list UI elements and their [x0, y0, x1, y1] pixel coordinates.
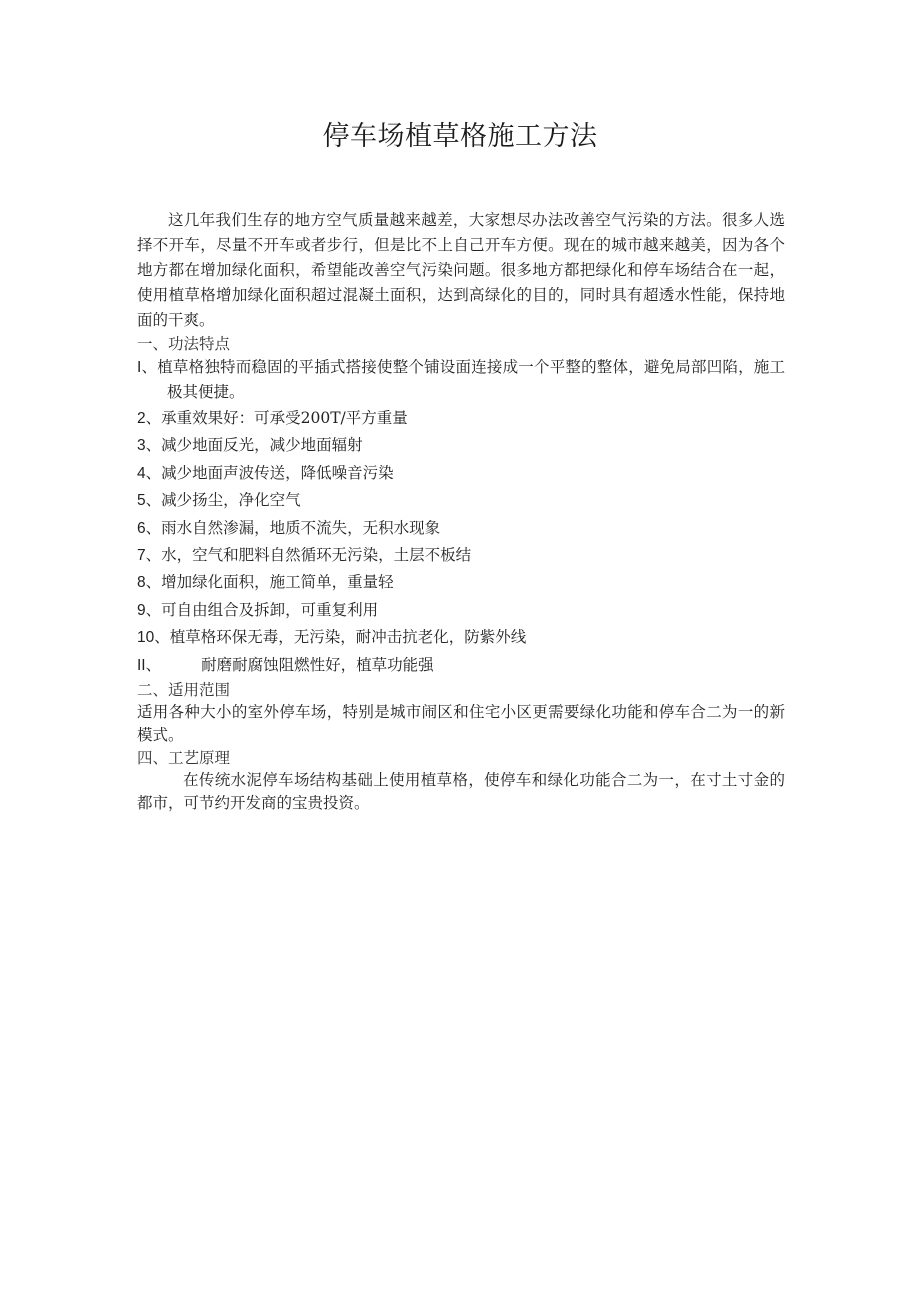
- list-item: [137, 355, 785, 405]
- list-item: [137, 487, 785, 514]
- scope-paragraph: 适用各种大小的室外停车场，特别是城市闹区和住宅小区更需要绿化功能和停车合二为一的新模式。: [137, 703, 785, 745]
- list-item: [137, 405, 785, 432]
- principle-paragraph: 在传统水泥停车场结构基础上使用植草格，使停车和绿化功能合二为一，在寸土寸金的都市，可节约开发商的宝贵投资。: [137, 771, 785, 813]
- list-item-text: 水，空气和肥料自然循环无污染，土层不板结: [161, 546, 472, 565]
- list-item-number: 10、: [137, 629, 170, 647]
- document-title: 停车场植草格施工方法: [322, 121, 598, 152]
- list-item-text: 可自由组合及拆卸，可重复利用: [161, 600, 379, 619]
- list-item-number: 7、: [137, 547, 162, 565]
- list-item-number: 8、: [137, 574, 162, 592]
- list-item-number: 5、: [137, 492, 162, 510]
- section-heading-scope: 二、适用范围: [137, 681, 231, 700]
- list-item-number: 4、: [137, 464, 162, 482]
- list-item: [137, 542, 785, 569]
- list-item: [137, 460, 785, 487]
- section-heading-principle: 四、工艺原理: [137, 749, 231, 768]
- list-item: [137, 569, 785, 596]
- list-item-text: 雨水自然渗漏，地质不流失，无积水现象: [161, 518, 441, 537]
- list-item: [137, 652, 785, 679]
- list-item-number: II、: [137, 656, 162, 674]
- list-item-text: 减少扬尘，净化空气: [161, 491, 301, 510]
- list-item-text: 减少地面反光，减少地面辐射: [161, 436, 363, 455]
- list-item-text: 减少地面声波传送，降低噪音污染: [161, 463, 394, 482]
- list-item-number: I、: [137, 359, 158, 376]
- list-item: [137, 597, 785, 624]
- list-item-text: 植草格独特而稳固的平插式搭接使整个铺设面连接成一个平整的整体，避免局部凹陷，施工极其便捷。: [157, 358, 785, 401]
- list-item-text: 增加绿化面积，施工简单，重量轻: [161, 573, 394, 592]
- list-item: [137, 432, 785, 459]
- list-item-text: 承重效果好：可承受200T/平方重量: [161, 409, 408, 427]
- list-item-number: 2、: [137, 410, 162, 427]
- list-item-number: 9、: [137, 601, 162, 619]
- list-item: [137, 515, 785, 542]
- list-item-text: 植草格环保无毒，无污染，耐冲击抗老化，防紫外线: [169, 628, 527, 647]
- list-item-number: 6、: [137, 519, 162, 537]
- intro-paragraph: 这几年我们生存的地方空气质量越来越差，大家想尽办法改善空气污染的方法。很多人选择不开车，尽量不开车或者步行，但是比不上自己开车方便。现在的城市越来越美，因为各个地方都在增加绿化面积，希望能改善空气污染问题。很多地方都把绿化和停车场结合在一起，使用植草格增加绿化面积超过混凝土面积，达到高绿化的目的，同时具有超透水性能，保持地面的干爽。: [137, 211, 785, 329]
- list-item-text: 耐磨耐腐蚀阻燃性好，植草功能强: [201, 655, 434, 674]
- list-item: [137, 624, 785, 651]
- document-body: [137, 208, 785, 815]
- section-heading-features: 一、功法特点: [137, 335, 231, 353]
- list-item-number: 3、: [137, 437, 162, 455]
